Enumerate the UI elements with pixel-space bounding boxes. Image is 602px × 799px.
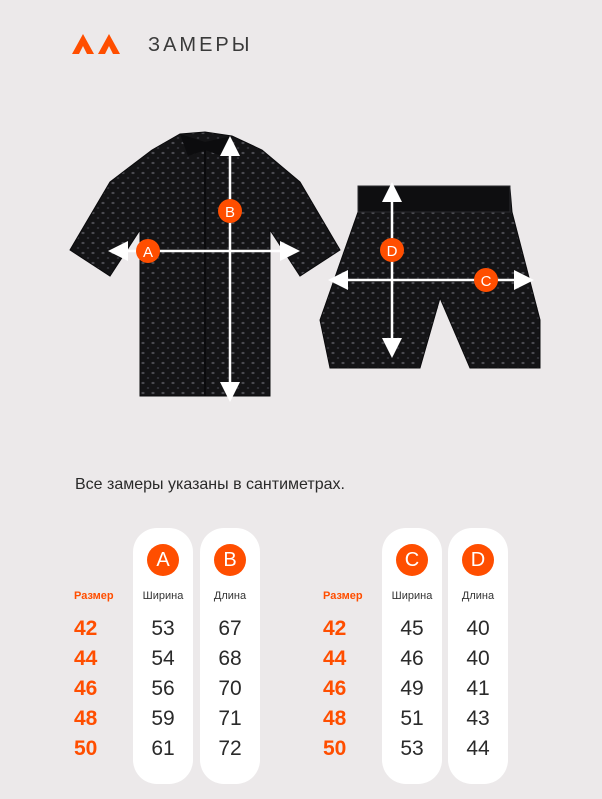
table-cell: 45 — [400, 617, 424, 640]
column-badge: C — [396, 544, 428, 576]
table-cell: 61 — [151, 737, 175, 760]
column-badge: D — [462, 544, 494, 576]
table-cell: 54 — [151, 647, 175, 670]
column-card-a — [133, 528, 193, 784]
svg-text:D: D — [386, 243, 398, 260]
table-cell: 40 — [466, 647, 490, 670]
size-value: 46 — [323, 677, 347, 700]
table-cell: 49 — [400, 677, 424, 700]
table-cell: 70 — [218, 677, 242, 700]
table-cell: 71 — [218, 707, 242, 730]
size-value: 50 — [74, 737, 98, 760]
table-cell: 41 — [466, 677, 490, 700]
header — [72, 30, 472, 60]
table-cell: 72 — [218, 737, 242, 760]
size-header: Размер — [74, 590, 114, 602]
column-badge: A — [147, 544, 179, 576]
table-cell: 40 — [466, 617, 490, 640]
size-value: 48 — [74, 707, 98, 730]
column-card-c — [382, 528, 442, 784]
table-cell: 67 — [218, 617, 242, 640]
shorts-figure — [320, 186, 540, 368]
size-value: 42 — [323, 617, 347, 640]
column-badge: B — [214, 544, 246, 576]
size-header: Размер — [323, 590, 363, 602]
column-header: Ширина — [391, 590, 433, 602]
table-cell: 53 — [151, 617, 175, 640]
table-cell: 51 — [400, 707, 424, 730]
units-note: Все замеры указаны в сантиметрах. — [75, 476, 345, 493]
svg-text:C: C — [480, 273, 492, 290]
badge-c — [474, 268, 498, 292]
shirt-figure — [70, 132, 340, 396]
column-card-d — [448, 528, 508, 784]
badge-a — [136, 239, 160, 263]
table-cell: 53 — [400, 737, 424, 760]
table-cell: 44 — [466, 737, 490, 760]
size-value: 48 — [323, 707, 347, 730]
page-title: ЗАМЕРЫ — [148, 34, 253, 56]
column-header: Длина — [213, 590, 247, 602]
logo-icon — [72, 32, 126, 56]
table-cell: 43 — [466, 707, 490, 730]
column-header: Длина — [461, 590, 495, 602]
size-value: 44 — [74, 647, 98, 670]
table-cell: 46 — [400, 647, 424, 670]
garment-illustration — [0, 120, 602, 420]
table-cell: 68 — [218, 647, 242, 670]
size-value: 50 — [323, 737, 347, 760]
table-cell: 56 — [151, 677, 175, 700]
size-value: 42 — [74, 617, 98, 640]
size-value: 46 — [74, 677, 98, 700]
badge-d — [380, 238, 404, 262]
column-header: Ширина — [142, 590, 184, 602]
column-card-b — [200, 528, 260, 784]
badge-b — [218, 199, 242, 223]
size-value: 44 — [323, 647, 347, 670]
svg-text:B: B — [224, 204, 236, 221]
table-cell: 59 — [151, 707, 175, 730]
svg-text:A: A — [142, 244, 154, 261]
